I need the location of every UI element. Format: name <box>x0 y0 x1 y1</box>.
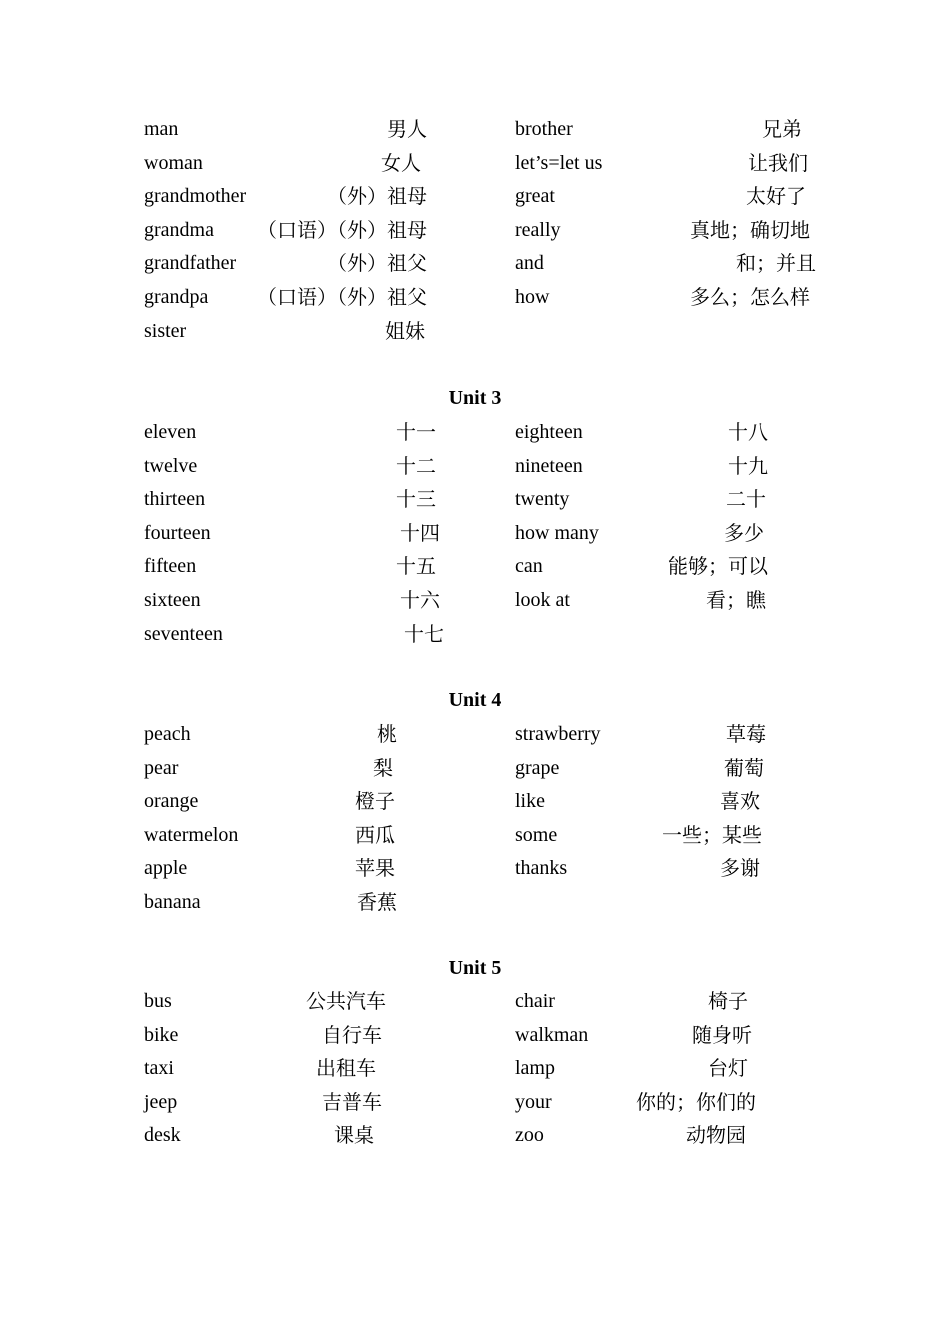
chinese-meaning: 多么；怎么样 <box>690 285 810 309</box>
vocab-row <box>144 753 393 783</box>
english-word: woman <box>144 151 203 174</box>
chinese-meaning: 十五 <box>396 554 436 579</box>
vocab-row <box>515 551 768 581</box>
english-word: taxi <box>144 1057 174 1080</box>
vocab-row <box>144 1120 374 1150</box>
unit-heading: Unit 5 <box>448 957 502 979</box>
vocab-row <box>144 820 395 850</box>
chinese-meaning: （外）祖父 <box>327 251 427 276</box>
vocab-row <box>144 619 444 649</box>
vocab-row <box>515 417 768 447</box>
english-word: banana <box>144 891 201 913</box>
vocab-row <box>144 518 440 548</box>
chinese-meaning: 香蕉 <box>357 890 397 914</box>
english-word: orange <box>144 790 199 813</box>
chinese-meaning: 十六 <box>400 588 440 612</box>
english-word: some <box>515 823 558 846</box>
vocab-row <box>515 753 764 783</box>
vocab-row <box>144 316 425 346</box>
english-word: and <box>515 252 544 275</box>
unit-heading: Unit 4 <box>448 689 502 711</box>
chinese-meaning: 桃 <box>377 722 397 746</box>
vocab-row <box>515 1020 752 1050</box>
vocab-row <box>144 585 440 615</box>
vocab-row <box>144 114 427 144</box>
chinese-meaning: 吉普车 <box>322 1089 382 1114</box>
chinese-meaning: 和；并且 <box>736 251 816 276</box>
english-word: walkman <box>515 1023 589 1046</box>
english-word: thirteen <box>144 488 206 511</box>
vocab-row <box>144 1020 382 1050</box>
vocab-row <box>144 484 436 514</box>
chinese-meaning: （外）祖母 <box>327 184 427 209</box>
chinese-meaning: 多谢 <box>720 856 760 881</box>
chinese-meaning: 橙子 <box>355 789 395 814</box>
chinese-meaning: 十八 <box>728 420 768 444</box>
english-word: twelve <box>144 454 198 477</box>
english-word: jeep <box>144 1090 178 1113</box>
chinese-meaning: 台灯 <box>708 1056 748 1081</box>
chinese-meaning: 课桌 <box>334 1123 374 1148</box>
chinese-meaning: 出租车 <box>316 1056 376 1081</box>
english-word: grandmother <box>144 185 247 208</box>
english-word: brother <box>515 118 573 140</box>
chinese-meaning: 葡萄 <box>724 755 764 780</box>
vocab-row <box>515 1087 756 1117</box>
english-word: nineteen <box>515 454 583 477</box>
vocab-row <box>144 417 436 447</box>
vocab-row <box>515 248 816 278</box>
vocab-row <box>515 585 766 615</box>
vocab-row <box>515 1053 748 1083</box>
english-word: peach <box>144 723 191 745</box>
chinese-meaning: 十一 <box>396 420 436 444</box>
english-word: sixteen <box>144 589 201 611</box>
chinese-meaning: 梨 <box>373 755 393 780</box>
english-word: how many <box>515 521 599 544</box>
english-word: grandma <box>144 218 214 241</box>
english-word: let’s=let us <box>515 151 603 174</box>
chinese-meaning: 太好了 <box>746 184 806 209</box>
vocab-row <box>515 484 766 514</box>
english-word: fifteen <box>144 555 197 578</box>
chinese-meaning: 女人 <box>381 150 421 175</box>
chinese-meaning: 十七 <box>404 621 444 646</box>
vocab-row <box>144 215 427 245</box>
vocab-row <box>144 1087 382 1117</box>
english-word: desk <box>144 1124 181 1147</box>
vocab-row <box>144 853 395 883</box>
english-word: eighteen <box>515 421 583 443</box>
vocab-row <box>515 820 762 850</box>
chinese-meaning: 十九 <box>728 453 768 478</box>
english-word: great <box>515 185 555 208</box>
chinese-meaning: 兄弟 <box>762 117 802 141</box>
english-word: grandfather <box>144 252 237 275</box>
chinese-meaning: 苹果 <box>355 856 395 881</box>
chinese-meaning: 二十 <box>726 487 766 512</box>
english-word: bike <box>144 1023 179 1046</box>
english-word: seventeen <box>144 622 223 645</box>
vocab-row <box>515 786 760 816</box>
english-word: how <box>515 286 550 308</box>
vocab-row <box>515 1120 746 1150</box>
english-word: twenty <box>515 488 570 511</box>
vocab-row <box>515 215 810 245</box>
vocab-row <box>515 719 766 749</box>
chinese-meaning: 多少 <box>724 520 764 545</box>
vocab-row <box>144 887 397 917</box>
vocab-row <box>144 148 421 178</box>
english-word: pear <box>144 756 179 779</box>
english-word: lamp <box>515 1057 555 1080</box>
english-word: sister <box>144 319 187 342</box>
chinese-meaning: 公共汽车 <box>306 989 386 1013</box>
english-word: zoo <box>515 1124 544 1147</box>
chinese-meaning: 自行车 <box>322 1022 382 1047</box>
english-word: your <box>515 1090 552 1113</box>
english-word: man <box>144 118 179 140</box>
vocab-row <box>515 986 748 1016</box>
chinese-meaning: 你的；你们的 <box>636 1089 756 1114</box>
chinese-meaning: （口语）（外）祖母 <box>257 217 427 242</box>
chinese-meaning: 能够；可以 <box>668 554 768 579</box>
vocab-row <box>144 181 427 211</box>
english-word: eleven <box>144 421 197 443</box>
english-word: like <box>515 790 545 813</box>
english-word: watermelon <box>144 823 239 846</box>
chinese-meaning: （口语）（外）祖父 <box>257 285 427 309</box>
vocab-row <box>144 786 395 816</box>
vocab-row <box>144 282 427 312</box>
chinese-meaning: 姐妹 <box>385 318 425 343</box>
chinese-meaning: 动物园 <box>686 1123 746 1148</box>
vocab-row <box>515 853 760 883</box>
vocab-row <box>515 451 768 481</box>
vocab-row <box>144 986 386 1016</box>
vocab-row <box>515 181 806 211</box>
vocab-row <box>144 1053 376 1083</box>
chinese-meaning: 喜欢 <box>720 789 760 814</box>
vocab-row <box>515 114 802 144</box>
vocab-row <box>144 248 427 278</box>
chinese-meaning: 一些；某些 <box>662 822 762 847</box>
english-word: thanks <box>515 857 568 880</box>
chinese-meaning: 草莓 <box>726 722 766 746</box>
chinese-meaning: 十二 <box>396 453 436 478</box>
english-word: fourteen <box>144 521 211 544</box>
chinese-meaning: 真地；确切地 <box>690 217 810 242</box>
chinese-meaning: 随身听 <box>692 1022 752 1047</box>
english-word: really <box>515 218 561 241</box>
unit-heading: Unit 3 <box>448 387 502 409</box>
chinese-meaning: 男人 <box>387 117 427 141</box>
vocab-row <box>515 518 764 548</box>
chinese-meaning: 十四 <box>400 520 440 545</box>
english-word: grape <box>515 756 560 779</box>
english-word: grandpa <box>144 286 209 308</box>
vocab-row <box>144 451 436 481</box>
chinese-meaning: 十三 <box>396 487 436 512</box>
vocab-row <box>144 719 397 749</box>
chinese-meaning: 西瓜 <box>355 822 395 847</box>
chinese-meaning: 椅子 <box>708 989 748 1013</box>
vocab-row <box>515 148 808 178</box>
english-word: look at <box>515 589 570 611</box>
english-word: can <box>515 555 543 578</box>
chinese-meaning: 看；瞧 <box>706 588 766 612</box>
chinese-meaning: 让我们 <box>748 150 808 175</box>
english-word: strawberry <box>515 723 601 745</box>
vocab-row <box>515 282 810 312</box>
vocab-row <box>144 551 436 581</box>
english-word: chair <box>515 990 555 1012</box>
english-word: apple <box>144 857 188 880</box>
english-word: bus <box>144 990 172 1012</box>
